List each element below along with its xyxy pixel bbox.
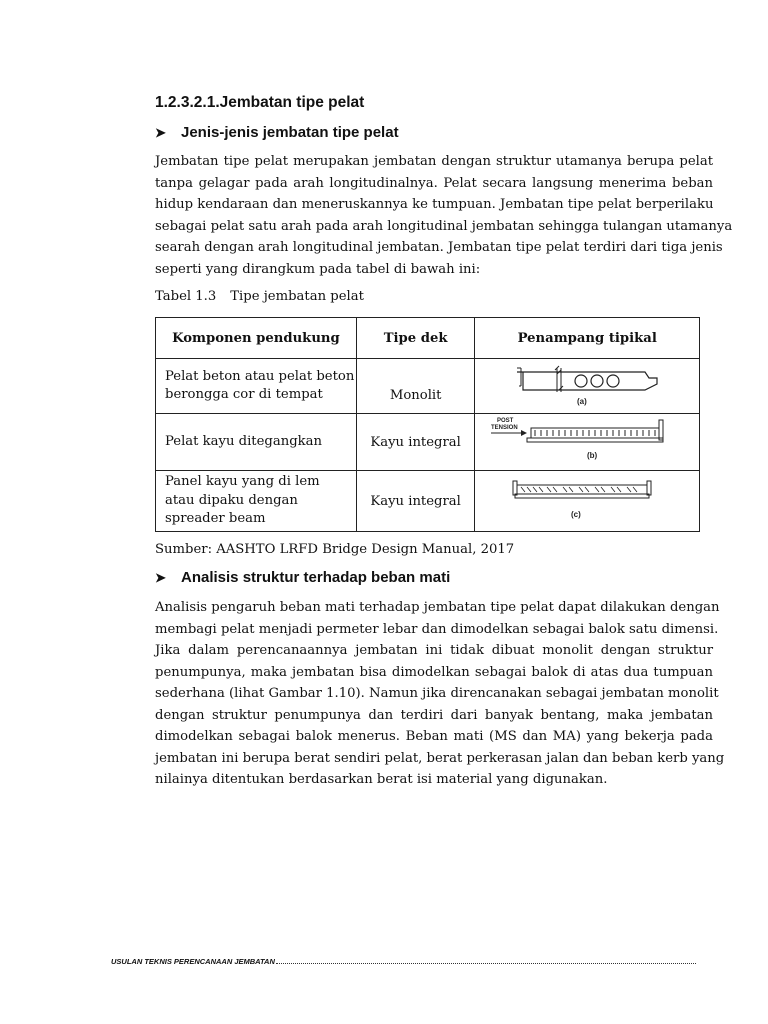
section-heading: 1.2.3.2.1.Jembatan tipe pelat (155, 94, 365, 111)
footer-rule (276, 959, 696, 964)
header-komponen: Komponen pendukung (156, 318, 357, 359)
paragraph-line: searah dengan arah longitudinal jembatan. Jembatan tipe pelat terdiri dari tiga jenis (155, 240, 723, 255)
cell-figure-c (475, 471, 700, 532)
cell-line: Pelat beton atau pelat beton (165, 368, 355, 384)
paragraph-line: jembatan ini berupa berat sendiri pelat, berat perkerasan jalan dan beban kerb yang (155, 750, 725, 766)
table-row (156, 359, 700, 414)
arrow-bullet-icon: ➤ (155, 124, 166, 140)
paragraph-line: Jika dalam perencanaannya jembatan ini tidak dibuat monolit dengan struktur (155, 643, 713, 658)
table-row (156, 414, 700, 471)
cell-line: Pelat kayu ditegangkan (165, 433, 322, 449)
header-penampang: Penampang tipikal (475, 318, 700, 359)
paragraph-line: hidup kendaraan dan meneruskannya ke tumpuan. Jembatan tipe pelat berperilaku (155, 197, 714, 212)
table-row (156, 471, 700, 532)
paragraph-line: Jembatan tipe pelat merupakan jembatan dengan struktur utamanya berupa pelat (155, 154, 713, 169)
subsection-heading-analisis (155, 569, 450, 586)
figure-label-b: (b) (587, 451, 598, 460)
cell-line: Panel kayu yang di lem (165, 474, 320, 490)
tension-text: TENSION (491, 425, 518, 431)
table-source: Sumber: AASHTO LRFD Bridge Design Manual, 2017 (155, 542, 515, 557)
subsection-heading-jenis (155, 124, 399, 141)
paragraph-analisis (155, 597, 725, 791)
cell-komponen (156, 471, 357, 532)
paragraph-line: penumpunya, maka jembatan bisa dimodelkan sebagai balok di atas dua tumpuan (155, 664, 713, 680)
paragraph-line: tanpa gelagar pada arah longitudinalnya. Pelat secara langsung menerima beban (155, 175, 713, 191)
cell-figure-a (475, 359, 700, 414)
paragraph-line: sebagai pelat satu arah pada arah longitudinal jembatan sehingga tulangan utamanya (155, 218, 733, 234)
cell-tipe (356, 414, 475, 471)
figure-label-c: (c) (571, 510, 582, 519)
cell-tipe-text: Monolit (389, 387, 442, 403)
paragraph-line: Analisis pengaruh beban mati terhadap jembatan tipe pelat dapat dilakukan dengan (155, 600, 720, 615)
table-title: Tipe jembatan pelat (230, 289, 364, 304)
bridge-type-table (155, 317, 700, 532)
page-footer (111, 957, 696, 966)
cell-tipe-text: Kayu integral (370, 434, 461, 450)
cell-komponen (156, 359, 357, 414)
cell-figure-b (475, 414, 700, 471)
header-tipe-dek: Tipe dek (356, 318, 475, 359)
post-text: POST (497, 418, 514, 424)
footer-text: USULAN TEKNIS PERENCANAAN JEMBATAN (111, 957, 275, 966)
paragraph-line: dengan struktur penumpunya dan terdiri dari banyak bentang, maka jembatan (155, 707, 713, 723)
table-number: Tabel 1.3 (155, 289, 217, 304)
paragraph-line: nilainya ditentukan berdasarkan berat isi material yang digunakan. (155, 772, 608, 787)
paragraph-line: seperti yang dirangkum pada tabel di bawah ini: (155, 261, 481, 277)
paragraph-jenis (155, 151, 733, 280)
cast-in-place-slab-figure (507, 360, 667, 408)
table-caption (155, 289, 364, 304)
paragraph-line: sederhana (lihat Gambar 1.10). Namun jika direncanakan sebagai jembatan monolit (155, 686, 719, 701)
cell-tipe (356, 471, 475, 532)
subsection-heading-text: Jenis-jenis jembatan tipe pelat (181, 124, 399, 141)
cell-tipe-text: Kayu integral (370, 493, 461, 509)
cell-tipe (356, 359, 475, 414)
cell-komponen (156, 414, 357, 471)
cell-line: atau dipaku dengan (165, 492, 298, 508)
paragraph-line: membagi pelat menjadi permeter lebar dan dimodelkan sebagai balok satu dimensi. (155, 621, 719, 637)
paragraph-line: dimodelkan sebagai balok menerus. Beban mati (MS dan MA) yang bekerja pada (155, 729, 713, 744)
stressed-timber-deck-figure (487, 414, 687, 466)
figure-label-a: (a) (577, 397, 588, 406)
table-header-row (156, 318, 700, 359)
glued-timber-panel-figure (507, 473, 667, 525)
cell-line: spreader beam (165, 511, 266, 527)
arrow-bullet-icon: ➤ (155, 569, 166, 585)
cell-line: berongga cor di tempat (165, 387, 323, 402)
subsection-heading-text: Analisis struktur terhadap beban mati (181, 569, 451, 586)
